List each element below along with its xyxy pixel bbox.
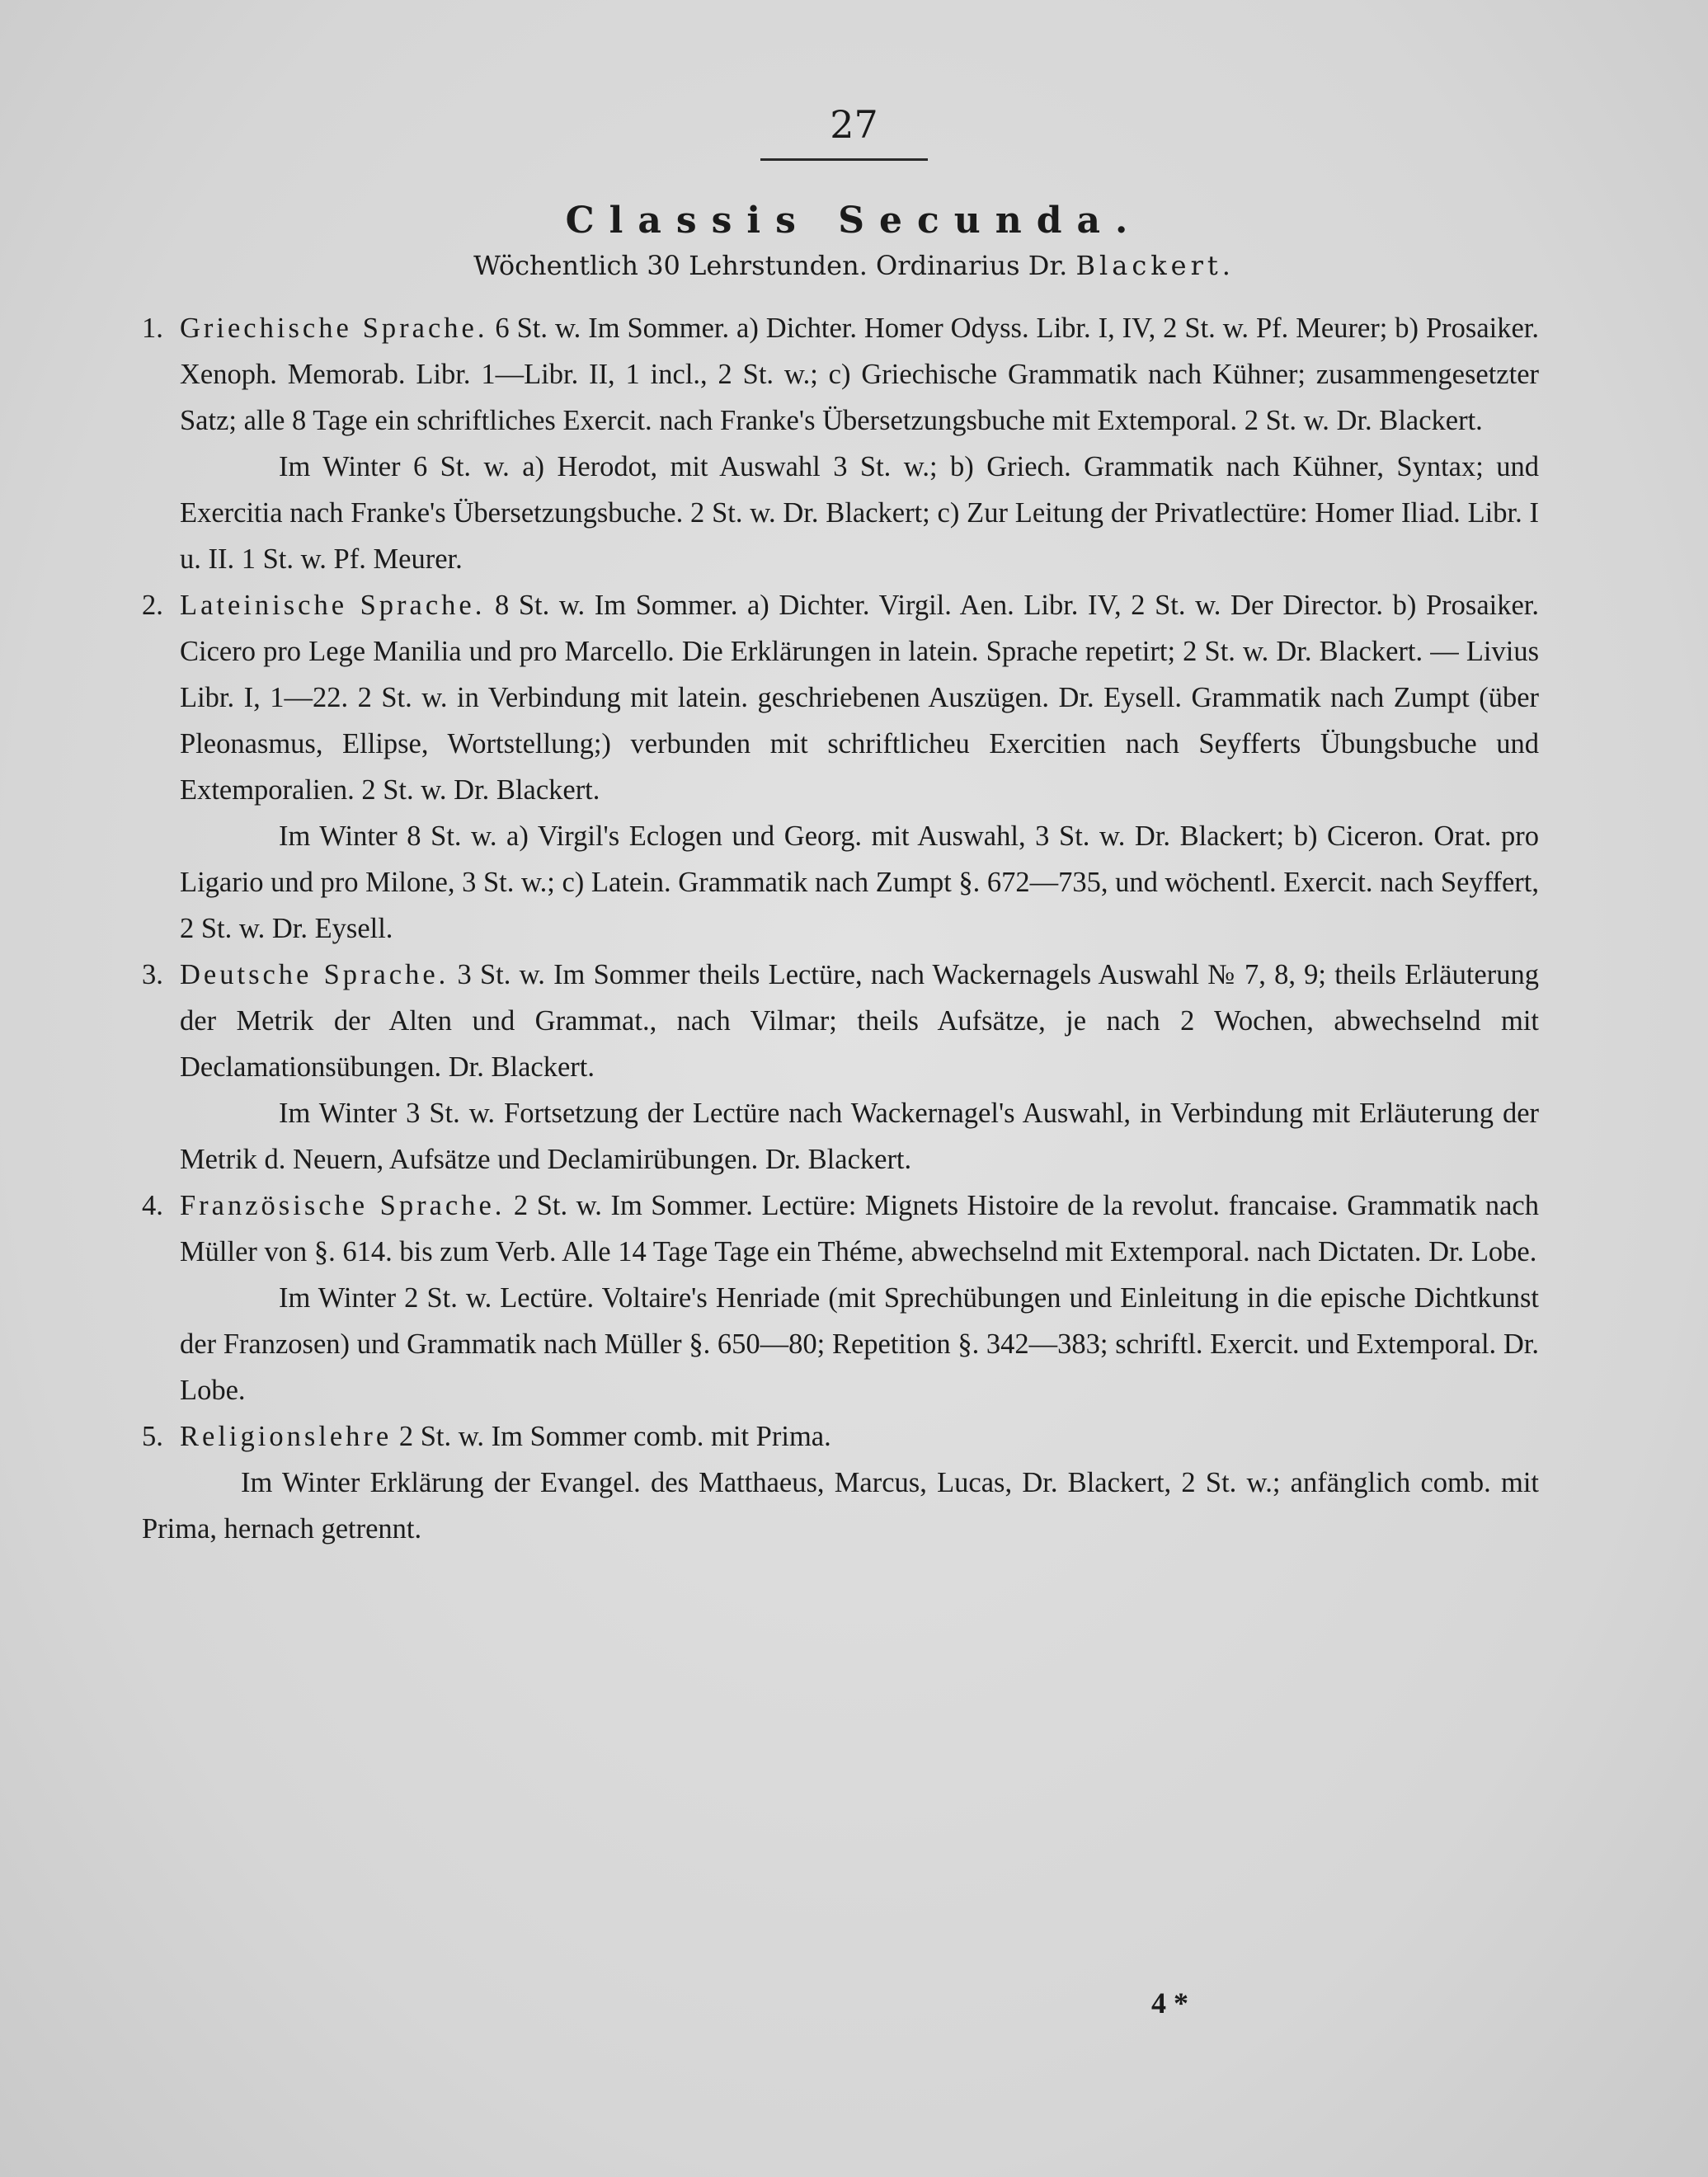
winter-paragraph: Im Winter 6 St. w. a) Herodot, mit Auswahl 3 St. w.; b) Griech. Grammatik nach Kühner, Syntax; und Exercitia nach Franke's Übersetzungsbuche. 2 St. w. Dr. Blackert; c) Zur Leitung der Privatlectüre: Homer Iliad. Libr. I u. II. 1 St. w. Pf. Meurer. [180,451,1539,575]
item-heading: Französische Sprache. [180,1190,506,1221]
subtitle-text: Wöchentlich 30 Lehrstunden. Ordinarius Dr. [473,250,1076,281]
item-text: 2 St. w. Im Sommer. Lectüre: Mignets Histoire de la revolut. francaise. Grammatik nach Müller von §. 614. bis zum Verb. Alle 14 Tage Tage ein Théme, abwechselnd mit Extemporal. nach Dictaten. Dr. Lobe. [180,1190,1539,1267]
winter-paragraph: Im Winter Erklärung der Evangel. des Matthaeus, Marcus, Lucas, Dr. Blackert, 2 St. w.; anfänglich comb. mit Prima, hernach getrennt. [142,1467,1539,1545]
course-item [142,305,1539,444]
item-number: 5. [142,1421,163,1452]
signature-mark: 4 * [1151,1987,1188,2019]
subtitle-name: Blackert. [1075,250,1235,281]
winter-paragraph: Im Winter 3 St. w. Fortsetzung der Lectüre nach Wackernagel's Auswahl, in Verbindung mit Erläuterung der Metrik d. Neuern, Aufsätze und Declamirübungen. Dr. Blackert. [180,1098,1539,1175]
winter-paragraph: Im Winter 2 St. w. Lectüre. Voltaire's Henriade (mit Sprechübungen und Einleitung in die epische Dichtkunst der Franzosen) und Grammatik nach Müller §. 650—80; Repetition §. 342—383; schriftl. Exercit. und Extemporal. Dr. Lobe. [180,1282,1539,1406]
item-text: 8 St. w. Im Sommer. a) Dichter. Virgil. Aen. Libr. IV, 2 St. w. Der Director. b) Prosaiker. Cicero pro Lege Manilia und pro Marcello. Die Erklärungen in latein. Sprache repetirt; 2 St. w. Dr. Blackert. — Livius Libr. I, 1—22. 2 St. w. in Verbindung mit latein. geschriebenen Auszügen. Dr. Eysell. Grammatik nach Zumpt (über Pleonasmus, Ellipse, Wortstellung;) verbunden mit schriftlicheu Exercitien nach Seyfferts Übungsbuche und Extemporalien. 2 St. w. Dr. Blackert. [180,590,1540,806]
item-number: 2. [142,590,163,621]
course-item [142,1183,1539,1275]
item-text: 2 St. w. Im Sommer comb. mit Prima. [398,1421,831,1452]
item-heading: Griechische Sprache. [180,313,488,344]
header-rule [760,158,928,161]
page-number: 27 [830,102,878,147]
item-number: 3. [142,959,163,990]
item-text: 3 St. w. Im Sommer theils Lectüre, nach Wackernagels Auswahl № 7, 8, 9; theils Erläuterung der Metrik der Alten und Grammat., nach Vilmar; theils Aufsätze, je nach 2 Wochen, abwechselnd mit Declamationsübungen. Dr. Blackert. [180,959,1539,1083]
item-text: 6 St. w. Im Sommer. a) Dichter. Homer Odyss. Libr. I, IV, 2 St. w. Pf. Meurer; b) Prosaiker. Xenoph. Memorab. Libr. 1—Libr. II, 1 incl., 2 St. w.; c) Griechische Grammatik nach Kühner; zusammengesetzter Satz; alle 8 Tage ein schriftliches Exercit. nach Franke's Übersetzungsbuche mit Extemporal. 2 St. w. Dr. Blackert. [180,313,1539,436]
item-number: 1. [142,313,163,344]
course-item [142,952,1539,1090]
section-subtitle [0,252,1708,279]
section-title: Classis Secunda. [565,200,1143,242]
item-heading: Religionslehre [180,1421,393,1452]
course-item [142,582,1539,813]
item-heading: Deutsche Sprache. [180,959,449,990]
course-item [142,1413,1539,1460]
course-list [142,305,1539,1552]
item-number: 4. [142,1190,163,1221]
item-heading: Lateinische Sprache. [180,590,486,621]
winter-paragraph: Im Winter 8 St. w. a) Virgil's Eclogen und Georg. mit Auswahl, 3 St. w. Dr. Blackert; b) Ciceron. Orat. pro Ligario und pro Milone, 3 St. w.; c) Latein. Grammatik nach Zumpt §. 672—735, und wöchentl. Exercit. nach Seyffert, 2 St. w. Dr. Eysell. [180,820,1539,944]
